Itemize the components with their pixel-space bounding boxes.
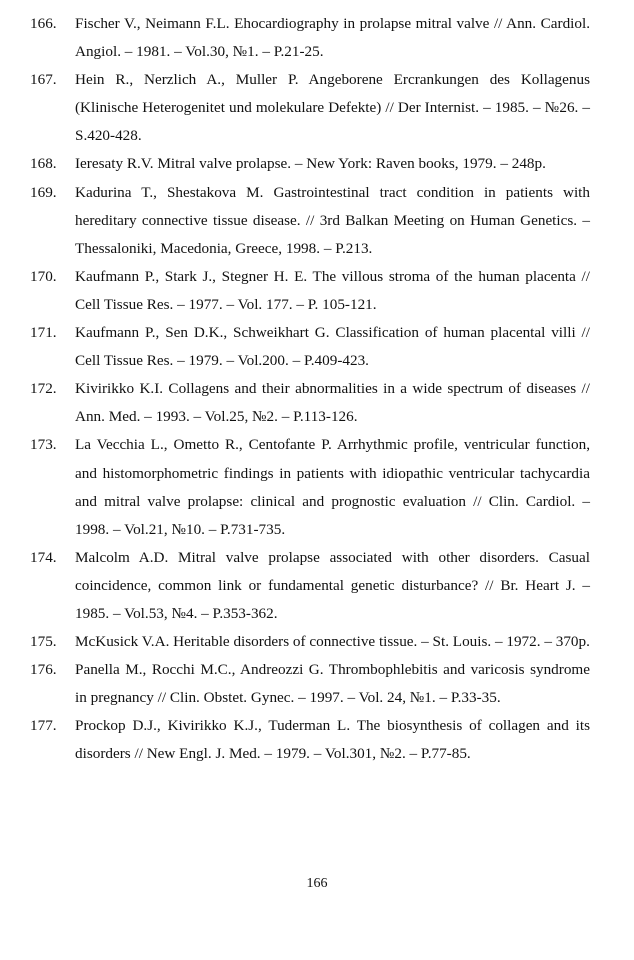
reference-item bbox=[30, 431, 590, 543]
reference-number: 169. bbox=[30, 183, 57, 201]
reference-text: Hein R., Nerzlich A., Muller P. Angeborene Ercrankungen des Kollagenus (Klinische Heterogenitet und molekulare Defekte) // Der Internist. – 1985. – №26. – S.420-428. bbox=[75, 71, 590, 145]
reference-number: 176. bbox=[30, 661, 57, 679]
reference-item bbox=[30, 10, 590, 66]
reference-list bbox=[30, 10, 590, 769]
reference-text: McKusick V.A. Heritable disorders of connective tissue. – St. Louis. – 1972. – 370p. bbox=[75, 633, 590, 651]
reference-item bbox=[30, 656, 590, 712]
reference-number: 172. bbox=[30, 380, 57, 398]
reference-item bbox=[30, 319, 590, 375]
reference-item bbox=[30, 375, 590, 431]
reference-text: Malcolm A.D. Mitral valve prolapse associated with other disorders. Casual coincidence, common link or fundamental genetic disturbance? // Br. Heart J. – 1985. – Vol.53, №4. – P.353-362. bbox=[75, 548, 590, 622]
reference-text: Ieresaty R.V. Mitral valve prolapse. – New York: Raven books, 1979. – 248p. bbox=[75, 155, 546, 173]
reference-item bbox=[30, 263, 590, 319]
page-number: 166 bbox=[306, 876, 328, 891]
reference-text: Kaufmann P., Stark J., Stegner H. E. The villous stroma of the human placenta // Cell Tissue Res. – 1977. – Vol. 177. – P. 105-121. bbox=[75, 267, 590, 313]
reference-number: 173. bbox=[30, 436, 57, 454]
reference-text: Panella M., Rocchi M.C., Andreozzi G. Thrombophlebitis and varicosis syndrome in pregnancy // Clin. Obstet. Gynec. – 1997. – Vol. 24, №1. – P.33-35. bbox=[75, 661, 590, 707]
reference-item bbox=[30, 66, 590, 150]
reference-text: La Vecchia L., Ometto R., Centofante P. Arrhythmic profile, ventricular function, and histomorphometric findings in patients with idiopathic ventricular tachycardia and mitral valve prolapse: clinical and prognostic evaluation // Clin. Cardiol. – 1998. – Vol.21, №10. – P.731-735. bbox=[75, 436, 590, 538]
reference-item bbox=[30, 544, 590, 628]
reference-number: 167. bbox=[30, 71, 57, 89]
reference-item bbox=[30, 150, 590, 178]
reference-number: 170. bbox=[30, 267, 57, 285]
reference-item bbox=[30, 712, 590, 768]
reference-text: Fischer V., Neimann F.L. Ehocardiography in prolapse mitral valve // Ann. Cardiol. Angiol. – 1981. – Vol.30, №1. – P.21-25. bbox=[75, 15, 590, 61]
reference-number: 174. bbox=[30, 548, 57, 566]
reference-text: Prockop D.J., Kivirikko K.J., Tuderman L. The biosynthesis of collagen and its disorders // New Engl. J. Med. – 1979. – Vol.301, №2. – P.77-85. bbox=[75, 717, 590, 763]
reference-item bbox=[30, 179, 590, 263]
reference-text: Kivirikko K.I. Collagens and their abnormalities in a wide spectrum of diseases // Ann. Med. – 1993. – Vol.25, №2. – P.113-126. bbox=[75, 380, 590, 426]
reference-text: Kaufmann P., Sen D.K., Schweikhart G. Classification of human placental villi // Cell Tissue Res. – 1979. – Vol.200. – P.409-423. bbox=[75, 324, 590, 370]
reference-number: 171. bbox=[30, 324, 57, 342]
reference-number: 175. bbox=[30, 633, 57, 651]
reference-item bbox=[30, 628, 590, 656]
reference-number: 168. bbox=[30, 155, 57, 173]
reference-number: 166. bbox=[30, 15, 57, 32]
reference-text: Kadurina T., Shestakova M. Gastrointestinal tract condition in patients with hereditary connective tissue disease. // 3rd Balkan Meeting on Human Genetics. – Thessaloniki, Macedonia, Greece, 1998. – P.213. bbox=[75, 183, 590, 257]
reference-number: 177. bbox=[30, 717, 57, 735]
